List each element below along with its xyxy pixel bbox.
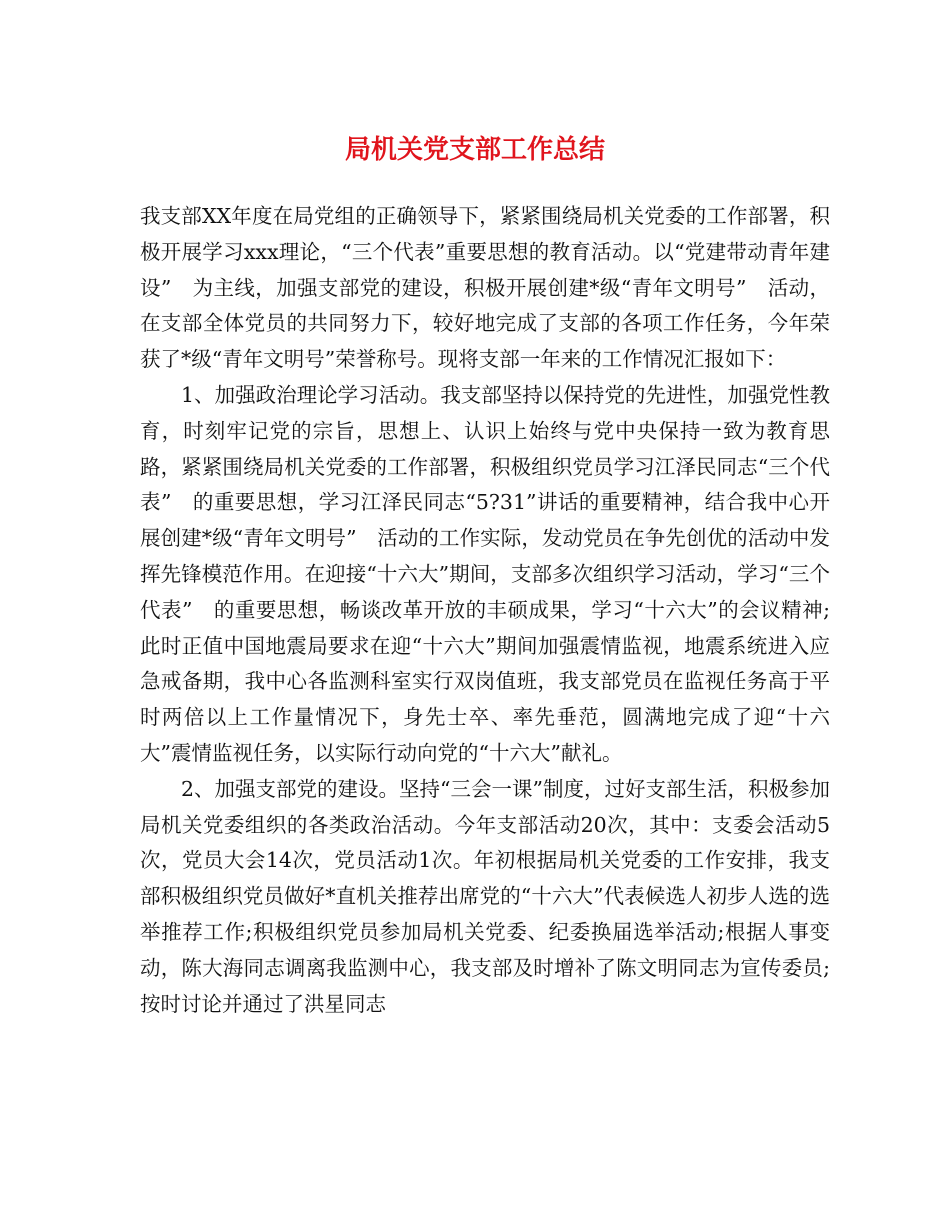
paragraph-section-2: 2、加强支部党的建设。坚持“三会一课”制度，过好支部生活，积极参加局机关党委组织的各类政治活动。今年支部活动20次，其中：支委会活动5次，党员大会14次，党员活动1次。年初根据局机关党委的工作安排，我支部积极组织党员做好*直机关推荐出席党的“十六大”代表候选人初步人选的选举推荐工作;积极组织党员参加局机关党委、纪委换届选举活动;根据人事变动，陈大海同志调离我监测中心，我支部及时增补了陈文明同志为宣传委员;按时讨论并通过了洪星同志 <box>140 776 831 1016</box>
paragraph-intro: 我支部XX年度在局党组的正确领导下，紧紧围绕局机关党委的工作部署，积极开展学习xxx理论，“三个代表”重要思想的教育活动。以“党建带动青年建设” 为主线，加强支部党的建设，积极开展创建*级“青年文明号” 活动，在支部全体党员的共同努力下，较好地完成了支部的各项工作任务，今年荣获了*级“青年文明号”荣誉称号。现将支部一年来的工作情况汇报如下： <box>140 204 830 372</box>
paragraph-section-1: 1、加强政治理论学习活动。我支部坚持以保持党的先进性，加强党性教育，时刻牢记党的宗旨，思想上、认识上始终与党中央保持一致为教育思路，紧紧围绕局机关党委的工作部署，积极组织党员学习江泽民同志“三个代表” 的重要思想，学习江泽民同志“5?31”讲话的重要精神，结合我中心开展创建*级“青年文明号” 活动的工作实际，发动党员在争先创优的活动中发挥先锋模范作用。在迎接“十六大”期间，支部多次组织学习活动，学习“三个代表” 的重要思想，畅谈改革开放的丰硕成果，学习“十六大”的会议精神;此时正值中国地震局要求在迎“十六大”期间加强震情监视，地震系统进入应急戒备期，我中心各监测科室实行双岗值班，我支部党员在监视任务高于平时两倍以上工作量情况下，身先士卒、率先垂范，圆满地完成了迎“十六大”震情监视任务，以实际行动向党的“十六大”献礼。 <box>140 382 830 765</box>
document-title: 局机关党支部工作总结 <box>344 135 605 165</box>
document-body <box>140 199 830 1022</box>
